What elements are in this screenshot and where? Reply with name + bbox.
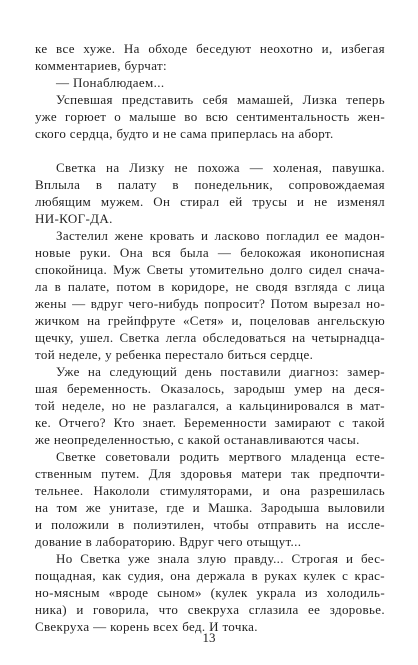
text-line: Застелил жене кровать и ласково погладил ее мадон- [56,228,385,243]
paragraph [35,74,385,91]
text-line: Светке советовали родить мертвого младенца есте- [56,449,385,464]
text-line: ского сердца, будто и не сама приперлась на аборт. [35,126,334,141]
text-line: Светка на Лизку не похожа — холеная, павушка. [56,160,385,175]
text-line: — Понаблюдаем... [56,75,165,90]
paragraph [35,40,385,74]
paragraph [35,159,385,227]
text-line: но-мясным «вроде сыном» (кулек украла из холодиль- [35,585,385,600]
text-line: жены — вдруг чего-нибудь попросит? Потом вырезал но- [35,296,385,311]
text-line: уже горюет о малыше во всю сентиментальность жен- [35,109,385,124]
text-line: на том же унитазе, где и Машка. Зародыша выловили [35,500,385,515]
paragraph [35,448,385,550]
text-line: шая беременность. Оказалось, зародыш умер на деся- [35,381,385,396]
text-line: Свекруха — корень всех бед. И точка. [35,619,258,634]
text-line: жичком на грейпфруте «Сетя» и, поцеловав ангельскую [35,313,385,328]
text-line: Уже на следующий день поставили диагноз: замер- [56,364,385,379]
text-line: ла в палате, потом в коридоре, не сводя взгляда с лица [35,279,385,294]
text-line: новые руки. Она вся была — белокожая иконописная [35,245,385,260]
text-line: щечку, ушел. Светка легла обследоваться на четырнадца- [35,330,385,345]
text-line: Успевшая представить себя мамашей, Лизка теперь [56,92,385,107]
text-line: же неопределенностью, с какой останавливаются часы. [35,432,360,447]
text-line: ке все хуже. На обходе беседуют неохотно и, избегая [35,41,385,56]
paragraph [35,227,385,363]
text-line: той неделе, у ребенка перестало биться сердце. [35,347,314,362]
paragraph [35,550,385,635]
text-line: тельнее. Накололи стимуляторами, и она разрешилась [35,483,385,498]
text-line: комментариев, бурчат: [35,58,167,73]
body-text [35,40,385,635]
text-line: ке. Отчего? Кто знает. Беременности замирают с такой [35,415,385,430]
text-line: ственным путем. Для здоровья матери так предпочти- [35,466,385,481]
text-line: пощадная, как судия, она держала в руках кулек с крас- [35,568,385,583]
text-line: спокойница. Муж Светы утомительно долго сидел снача- [35,262,385,277]
text-line: и положили в полиэтилен, чтобы отправить на иссле- [35,517,385,532]
text-line: дование в лабораторию. Вдруг чего отыщут... [35,534,302,549]
paragraph-gap [35,142,385,159]
page-number: 13 [202,630,216,645]
text-line: любящим мужем. Он стирал ей трусы и не изменял [35,194,385,209]
text-line: той неделе, но не разлагался, а кальцинировался в мат- [35,398,385,413]
paragraph [35,91,385,142]
paragraph [35,363,385,448]
text-line: ника) и говорила, что свекруха сглазила ее здоровье. [35,602,385,617]
text-line: НИ-КОГ-ДА. [35,211,113,226]
text-line: Вплыла в палату в понедельник, сопровождаемая [35,177,385,192]
text-line: Но Светка уже знала злую правду... Строгая и бес- [56,551,385,566]
